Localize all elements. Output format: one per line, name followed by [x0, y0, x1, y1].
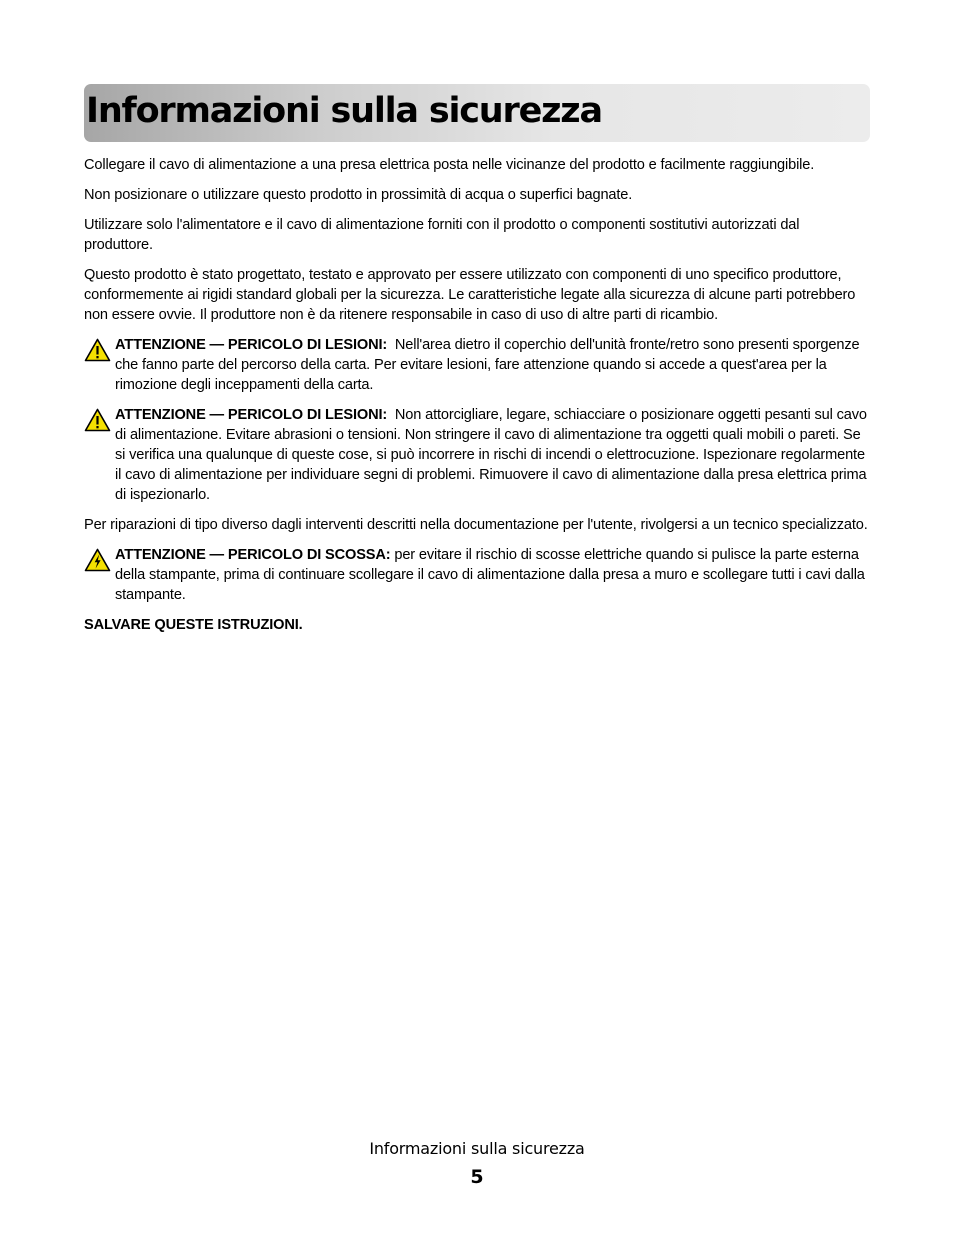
caution-label: ATTENZIONE — PERICOLO DI LESIONI:	[115, 407, 388, 423]
document-body	[84, 155, 872, 635]
paragraph-design-standards: Questo prodotto è stato progettato, testato e approvato per essere utilizzato con componenti di uno specifico produttore, conformemente ai rigidi standard globali per la sicurezza. Le caratteristiche legate alla sicurezza di alcune parti potrebbero non essere ovvie. Il produttore non è da ritenere responsabile in caso di uso di altre parti di ricambio.	[84, 267, 856, 323]
caution-label: ATTENZIONE — PERICOLO DI LESIONI:	[115, 337, 388, 353]
paragraph-power-outlet: Collegare il cavo di alimentazione a una presa elettrica posta nelle vicinanze del prodotto e facilmente raggiungibile.	[84, 157, 815, 173]
paragraph-water: Non posizionare o utilizzare questo prodotto in prossimità di acqua o superfici bagnate.	[84, 187, 633, 203]
electric-shock-warning-icon	[84, 548, 111, 572]
caution-injury-duplex	[84, 335, 872, 395]
title-bar	[84, 84, 870, 142]
page-title: Informazioni sulla sicurezza	[86, 91, 602, 131]
caution-shock	[84, 545, 872, 605]
warning-triangle-icon	[84, 338, 111, 362]
caution-text: per evitare il rischio di scosse elettriche quando si pulisce la parte esterna della stampante, prima di continuare scollegare il cavo di alimentazione dalla presa a muro e scollegare tutti i cavi dalla stampante.	[115, 547, 865, 603]
paragraph-power-supply: Utilizzare solo l'alimentatore e il cavo di alimentazione forniti con il prodotto o componenti sostitutivi autorizzati dal produttore.	[84, 217, 800, 253]
warning-triangle-icon	[84, 408, 111, 432]
caution-injury-cord	[84, 405, 872, 505]
paragraph-service: Per riparazioni di tipo diverso dagli interventi descritti nella documentazione per l'utente, rivolgersi a un tecnico specializzato.	[84, 517, 868, 533]
caution-text: Non attorcigliare, legare, schiacciare o posizionare oggetti pesanti sul cavo di alimentazione. Evitare abrasioni o tensioni. Non stringere il cavo di alimentazione tra oggetti quali mobili o pareti. Se si verifica una qualunque di queste cose, si può incorrere in rischi di incendi o elettrocuzione. Ispezionare regolarmente il cavo di alimentazione per individuare segni di problemi. Rimuovere il cavo di alimentazione dalla presa elettrica prima di ispezionarlo.	[115, 407, 867, 503]
page-number: 5	[470, 1166, 484, 1188]
save-instructions: SALVARE QUESTE ISTRUZIONI.	[84, 617, 303, 633]
footer-section-title: Informazioni sulla sicurezza	[369, 1139, 585, 1158]
caution-label: ATTENZIONE — PERICOLO DI SCOSSA:	[115, 547, 391, 563]
caution-text: Nell'area dietro il coperchio dell'unità fronte/retro sono presenti sporgenze che fanno parte del percorso della carta. Per evitare lesioni, fare attenzione quando si accede a quest'area per la rimozione degli inceppamenti della carta.	[115, 337, 860, 393]
